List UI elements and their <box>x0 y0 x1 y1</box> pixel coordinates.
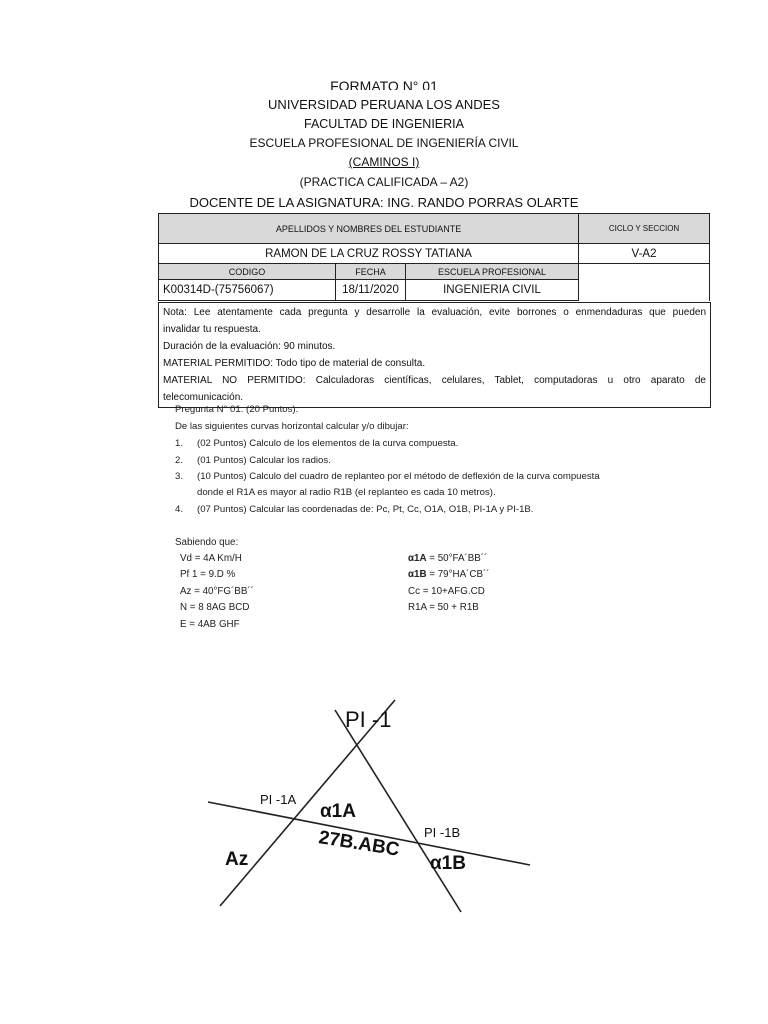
az-label: Az <box>225 849 249 870</box>
given-value: R1A = 50 + R1B <box>408 602 479 613</box>
school-title: ESCUELA PROFESIONAL DE INGENIERÍA CIVIL <box>249 136 519 150</box>
question-item-continuation: donde el R1A es mayor al radio R1B (el replanteo es cada 10 metros). <box>197 487 496 498</box>
given-value: Pf 1 = 9.D % <box>180 569 236 580</box>
exam-date: 18/11/2020 <box>336 280 406 301</box>
question-title: Pregunta N° 01: (20 Puntos). <box>175 404 299 415</box>
cut-title: FORMATO N° 01 <box>330 78 438 90</box>
note-line-1: Nota: Lee atentamente cada pregunta y desarrolle la evaluación, evite borrones o enmendaduras que pueden <box>163 307 707 318</box>
given-value: N = 8 8AG BCD <box>180 602 250 613</box>
pi1-label: PI -1 <box>345 707 392 732</box>
given-value: E = 4AB GHF <box>180 619 240 630</box>
question-item: 1. (02 Puntos) Calculo de los elementos de la curva compuesta. <box>175 438 459 449</box>
note-line-5: MATERIAL NO PERMITIDO: Calculadoras científicas, celulares, Tablet, computadoras u otro aparato de <box>163 375 706 386</box>
student-code: K00314D-(75756067) <box>159 280 336 301</box>
course-title: (CAMINOS I) <box>348 155 420 169</box>
alpha1b-label: α1B <box>430 853 466 874</box>
note-label: Nota: <box>163 307 187 318</box>
student-cycle: V-A2 <box>579 244 710 264</box>
alpha1a-label: α1A <box>320 801 356 822</box>
note-line-3: Duración de la evaluación: 90 minutos. <box>163 341 336 352</box>
faculty-title: FACULTAD DE INGENIERIA <box>304 117 464 131</box>
university-title: UNIVERSIDAD PERUANA LOS ANDES <box>268 97 500 112</box>
given-value: Cc = 10+AFG.CD <box>408 586 485 597</box>
question-intro: De las siguientes curvas horizontal calcular y/o dibujar: <box>175 421 409 432</box>
school-header: ESCUELA PROFESIONAL <box>406 264 579 280</box>
question-item: 3. (10 Puntos) Calculo del cuadro de replanteo por el método de deflexión de la curva compuesta <box>175 471 600 482</box>
student-name: RAMON DE LA CRUZ ROSSY TATIANA <box>159 244 579 264</box>
date-header: FECHA <box>336 264 406 280</box>
student-school: INGENIERIA CIVIL <box>406 280 579 301</box>
cycle-header: CICLO Y SECCION <box>579 214 710 244</box>
question-item: 4. (07 Puntos) Calcular las coordenadas de: Pc, Pt, Cc, O1A, O1B, PI-1A y PI-1B. <box>175 504 534 515</box>
question-item: 2. (01 Puntos) Calcular los radios. <box>175 455 331 466</box>
given-value: Vd = 4A Km/H <box>180 553 242 564</box>
given-value: α1A = 50°FA´BB´´ <box>408 553 488 564</box>
given-title: Sabiendo que: <box>175 537 239 548</box>
given-value: Az = 40°FG´BB´´ <box>180 586 254 597</box>
note-line-4: MATERIAL PERMITIDO: Todo tipo de material de consulta. <box>163 358 426 369</box>
pi1b-label: PI -1B <box>424 825 461 840</box>
note-line-6: telecomunicación. <box>163 392 244 403</box>
exam-title: (PRACTICA CALIFICADA – A2) <box>299 175 469 189</box>
teacher-title: DOCENTE DE LA ASIGNATURA: ING. RANDO PORRAS OLARTE <box>189 195 579 210</box>
note-line-2: invalidar tu respuesta. <box>163 324 261 335</box>
pi1a-label: PI -1A <box>260 792 297 807</box>
distance-label: 27B.ABC <box>317 827 401 861</box>
given-value: α1B = 79°HA´CB´´ <box>408 569 490 580</box>
code-header: CODIGO <box>159 264 336 280</box>
name-header: APELLIDOS Y NOMBRES DEL ESTUDIANTE <box>159 214 579 244</box>
